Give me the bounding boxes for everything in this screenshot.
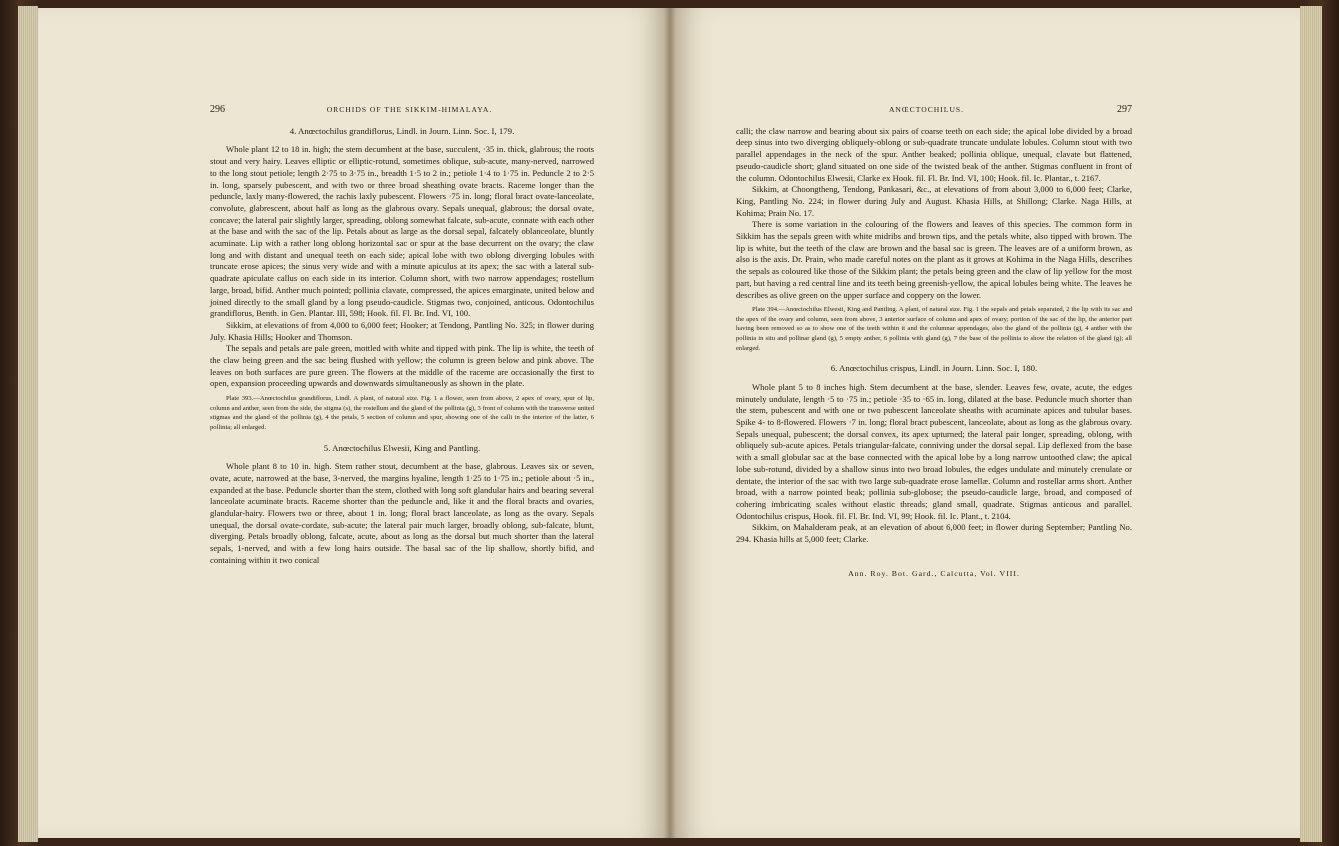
species-5-heading: 5. Anœctochilus Elwesii, King and Pantling. (323, 442, 481, 453)
species-6-localities: Sikkim, on Mahalderam peak, at an elevation of about 6,000 feet; in flower during September; Pantling No. 294. Khasia hills at 5,000 feet; Clarke. (736, 522, 1132, 545)
right-page-number: 297 (1117, 104, 1132, 115)
left-running-header (210, 104, 594, 116)
species-6-description: Whole plant 5 to 8 inches high. Stem decumbent at the base, slender. Leaves few, ovate, acute, the edges minutely undulate, length ·5 to ·75 in.; petiole ·35 to ·65 in. long, dilated at the base. Peduncle much shorter than the stem, pubescent and with one or two pubescent lanceolate sheaths with acuminate apices and tubular bases. Spike 4- to 8-flowered. Flowers ·7 in. long; floral bract pubescent, lanceolate, about as long as the glabrous ovary. Sepals unequal, pubescent; the dorsal convex, its apex upturned; the lateral pair longer, spreading, oblong, with obliquely sub-acute apices. Petals triangular-falcate, conniving under the dorsal sepal. Lip deflexed from the base with a small globular sac at the base connected with the apical lobe by a long narrow untoothed claw; the apical lobe sub-rotund, divided by a shallow sinus into two broad lobules, the edges undulate and minutely crenulate or dentate, the interior of the sac with two large sub-quadrate erose lamellæ. Column and rostellar arms short. Anther broad, with a narrow pointed beak; pollinia sub-globose; the pseudo-caudicle large, broad, and composed of cohering imbricating scales without elastic threads; gland small, quadrate. Stigmas anticous and parallel. Odontochilus crispus, Hook. fil. Fl. Br. Ind. VI, 99; Hook. fil. Ic. Plant., t. 2104. (736, 381, 1132, 521)
right-running-title: ANŒCTOCHILUS. (888, 105, 965, 114)
right-running-header (736, 104, 1132, 116)
left-page (38, 8, 670, 838)
right-page-edges (1300, 6, 1322, 842)
species-5-description-cont: calli; the claw narrow and bearing about six pairs of coarse teeth on each side; the apical lobe divided by a broad deep sinus into two diverging obliquely-oblong or sub-quadrate truncate undulate lobules. Column stout with two parallel appendages in the neck of the spur. Anther beaked; pollinia oblique, unequal, clavate but flattened, pseudo-caudicle short; gland situated on one side of the twisted beak of the anther. Stigmas confluent in front of the column. Odontochilus Elwesii, Clarke ex Hook. fil. Fl. Br. Ind. VI, 100; Hook. fil. Ic. Plantar., t. 2167. (736, 125, 1132, 183)
left-page-edges (18, 6, 38, 842)
species-5-description: Whole plant 8 to 10 in. high. Stem rather stout, decumbent at the base, glabrous. Leaves six or seven, ovate, acute, narrowed at the base, 3-nerved, the margins hyaline, length 1·25 to 1·75 in.; petiole about ·5 in., expanded at the base. Peduncle shorter than the stem, clothed with long soft glandular hairs and bearing several lanceolate acuminate bracts. Raceme shorter than the peduncle and, like it and the floral bracts and ovaries, glandular-hairy. Flowers two or three, about 1 in. long; floral bract lanceolate, as long as the ovary. Sepals unequal, the dorsal ovate-cordate, sub-acute; the lateral pair much larger, broadly oblong, sub-falcate, blunt, diverging. Petals broadly oblong, falcate, acute, about as long as the dorsal but much shorter than the lateral sepals, 1-nerved, and with a few long hairs outside. The basal sac of the lip shallow, shortly bifid, and containing within it two conical (210, 461, 594, 565)
book-gutter (664, 8, 676, 838)
species-4-localities: Sikkim, at elevations of from 4,000 to 6,000 feet; Hooker; at Tendong, Pantling No. 325; in flower during July. Khasia Hills; Hooker and Thomson. (210, 319, 594, 342)
plate-393-caption: Plate 393.—Anœctochilus grandiflorus, Lindl. A plant, of natural size. Fig. 1 a flower, seen from above, 2 apex of ovary, spur of lip, column and anther, seen from the side, the stigma (s), the rostellum and the gland of the pollinia (g), 3 front of column with the transverse united stigmas and the gland of the pollinia (g), 4 the petals, 5 section of column and spur, showing one of the calli in the interior of the latter, 6 pollinia; all enlarged. (210, 395, 594, 431)
left-page-text (210, 104, 594, 567)
plate-394-caption: Plate 394.—Anœctochilus Elwesii, King and Pantling. A plant, of natural size. Fig. 1 the sepals and petals separated, 2 the lip with its sac and the apex of the ovary and column, seen from above, 3 anterior surface of column and apex of ovary; portion of the sac of the lip, the anterior part having been removed so as to show one of the teeth within it and the columnar appendages, also the gland of the pollinia (g), 4 anther with the pollinia in situ and pollinar gland (g), 5 empty anther, 6 pollinia with gland (g), 7 the base of the pollinia to show the relation of the gland (g); all enlarged. (736, 306, 1132, 352)
left-page-number: 296 (210, 104, 225, 115)
right-page-text (736, 104, 1132, 579)
page-footer: Ann. Roy. Bot. Gard., Calcutta, Vol. VIII. (848, 568, 1020, 578)
species-4-colour-notes: The sepals and petals are pale green, mottled with white and tipped with pink. The lip is white, the teeth of the claw being green and the sac being flushed with yellow; the column is green below and pink above. The leaves on both surfaces are pure green. The flowers at the middle of the raceme are occasionally the first to open, expansion proceeding upwards and downwards simultaneously as shown in the plate. (210, 343, 594, 389)
left-running-title: ORCHIDS OF THE SIKKIM-HIMALAYA. (326, 105, 493, 114)
species-5-localities: Sikkim, at Choongtheng, Tendong, Pankasari, &c., at elevations of from about 3,000 to 6,000 feet; Clarke, King, Pantling No. 224; in flower during July and August. Khasia Hills, at Shillong; Clarke. Naga Hills, at Kohima; Prain No. 17. (736, 184, 1132, 218)
species-5-colour-notes: There is some variation in the colouring of the flowers and leaves of this species. The common form in Sikkim has the sepals green with white midribs and brown tips, and the petals white, also tipped with brown. The lip is white, but the teeth of the claw are brown and the basal sac is green. The leaves are of a uniform brown, as also is the axis. Dr. Prain, who made careful notes on the plant as it grows at Kohima in the Naga Hills, describes the sepals as coloured like those of the Sikkim plant; the petals being green and the claw of lip yellow for the most part, but having a red central line and its teeth being greenish-yellow, the apical lobules being white. The leaves he describes as olive green on the upper surface and coppery on the lower. (736, 219, 1132, 300)
species-4-description: Whole plant 12 to 18 in. high; the stem decumbent at the base, succulent, ·35 in. thick, glabrous; the roots stout and very hairy. Leaves elliptic or elliptic-rotund, sometimes oblique, sub-acute, many-nerved, narrowed to the long stout petiole; length 2·75 to 3·75 in., breadth 1·5 to 2 in.; petiole 1·4 to 1·75 in. Peduncle 2 to 2·5 in. long, sparsely pubescent, and with two or three broad sheathing ovate bracts. Raceme longer than the peduncle, laxly many-flowered, the rachis laxly pubescent. Flowers ·75 in. long; floral bract ovate-lanceolate, convolute, glabrescent, about half as long as the glabrous ovary. Sepals unequal, glabrous; the dorsal ovate, concave; the lateral pair slightly larger, spreading, oblong somewhat falcate, sub-acute, connate with each other at the base and with the sac of the lip. Petals about as large as the dorsal sepal, falcately oblanceolate, bluntly acuminate. Lip with a rather long oblong horizontal sac or spur at the base decurrent on the ovary; the claw long and with distant and unequal teeth on each side; apical lobe with two oblong diverging lobules with truncate erose apices; the sinus very wide and with a minute apiculus at its apex; the sac with a lateral sub-quadrate apiculate callus on each side in its interior. Column short, with two narrow appendages; rostellum large, broad, bifid. Anther much pointed; pollinia clavate, compressed, the apices emarginate, united below and joined directly to the small gland by a long pseudo-caudicle. Stigmas two, conjoined, anticous. Odontochilus grandiflorus, Benth. in Gen. Plantar. III, 598; Hook. fil. Fl. Br. Ind. VI, 100. (210, 144, 594, 319)
species-4-heading: 4. Anœctochilus grandiflorus, Lindl. in Journ. Linn. Soc. I, 179. (289, 125, 515, 136)
right-page (670, 8, 1300, 838)
species-6-heading: 6. Anœctochilus crispus, Lindl. in Journ. Linn. Soc. I, 180. (830, 363, 1038, 374)
